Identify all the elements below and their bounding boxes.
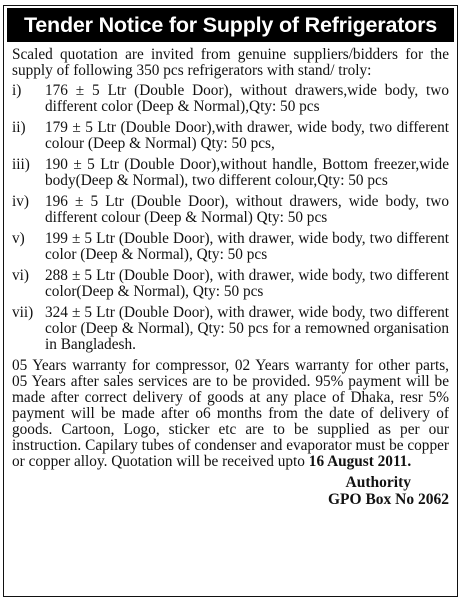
item-number: v) [12,230,25,247]
item-text: 179 ± 5 Ltr (Double Door),with drawer, wide body, two different colour (Deep & Normal) Qty: 50 pcs, [45,119,449,152]
signature-block [12,474,449,508]
item-text: 196 ± 5 Ltr (Double Door), without drawers, wide body, two different colour (Deep & Normal) Qty: 50 pcs [45,193,449,226]
item-text: 324 ± 5 Ltr (Double Door), with drawer, wide body, two different color (Deep & Normal), Qty: 50 pcs for a remowned organisation in Bangladesh. [45,304,449,353]
item-number: iii) [12,156,30,173]
notice-intro: Scaled quotation are invited from genuine suppliers/bidders for the supply of following 350 pcs refrigerators with stand/ troly: [12,46,449,79]
item-text: 176 ± 5 Ltr (Double Door), without drawers,wide body, two different color (Deep & Normal),Qty: 50 pcs [45,82,449,115]
notice-title: Tender Notice for Supply of Refrigerators [7,8,454,42]
item-number: ii) [12,119,26,136]
item-number: iv) [12,193,29,210]
list-item [12,120,449,152]
item-list [12,83,449,353]
terms-text: 05 Years warranty for compressor, 02 Years warranty for other parts, 05 Years after sales services are to be provided. 95% payment will be made after correct delivery of goods at any place of Dhaka, resr 5% payment will be made after o6 months from the date of delivery of goods. Cartoon, Logo, sticker etc are to be supplied as per our instruction. Capilary tubes of condenser and evaporator must be copper or copper alloy. Quotation will be received upto [12,357,449,470]
item-number: vii) [12,304,34,321]
list-item [12,231,449,263]
item-text: 190 ± 5 Ltr (Double Door),without handle, Bottom freezer,wide body(Deep & Normal), two different colour,Qty: 50 pcs [45,156,449,189]
notice-body [4,42,457,508]
item-number: i) [12,82,22,99]
item-text: 199 ± 5 Ltr (Double Door), with drawer, wide body, two different color (Deep & Normal), Qty: 50 pcs [45,230,449,263]
item-text: 288 ± 5 Ltr (Double Door), with drawer, wide body, two different color(Deep & Normal), Qty: 50 pcs [45,267,449,300]
deadline-date: 16 August 2011. [308,453,412,470]
item-number: vi) [12,267,29,284]
list-item [12,305,449,353]
list-item [12,194,449,226]
po-box: GPO Box No 2062 [328,491,449,508]
list-item [12,157,449,189]
list-item [12,83,449,115]
authority-label: Authority [345,474,411,491]
list-item [12,268,449,300]
tender-notice [3,5,458,597]
terms-paragraph [12,358,449,470]
